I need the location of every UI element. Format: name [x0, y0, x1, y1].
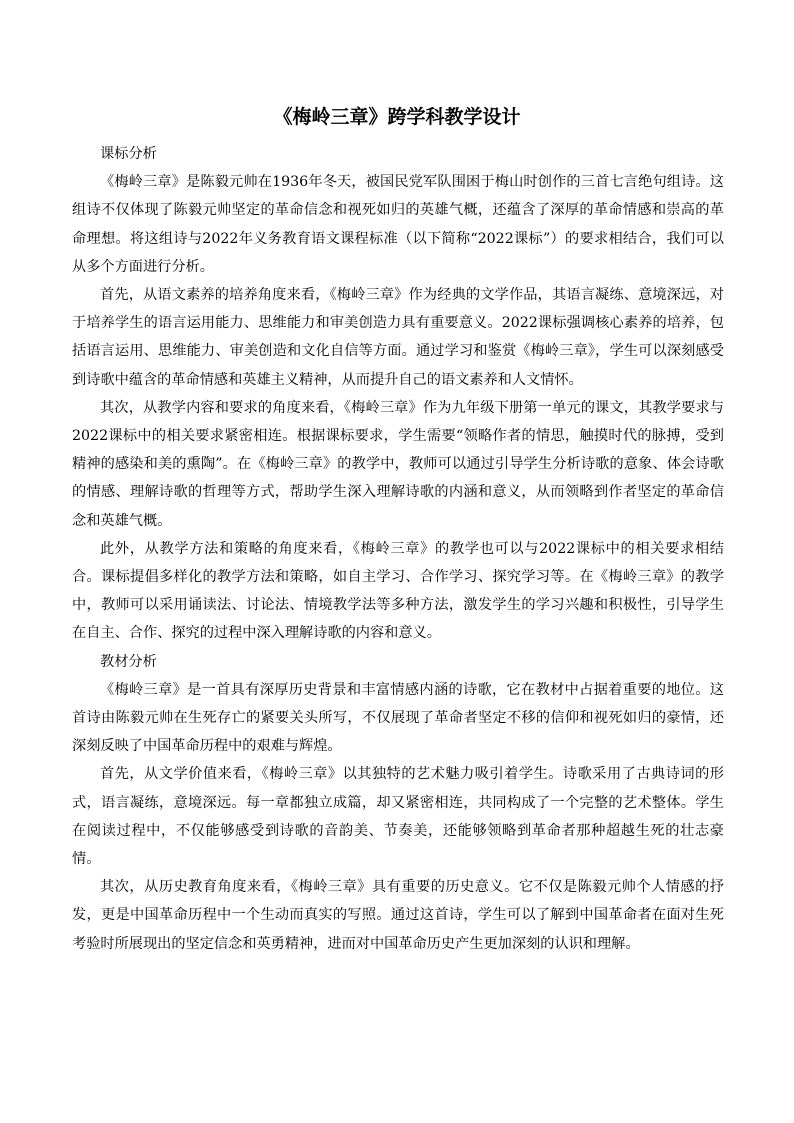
paragraph: 此外，从教学方法和策略的角度来看，《梅岭三章》的教学也可以与2022课标中的相关要求相结合。课标提倡多样化的教学方法和策略，如自主学习、合作学习、探究学习等。在《梅岭三章》的教学中，教师可以采用诵读法、讨论法、情境教学法等多种方法，激发学生的学习兴趣和积极性，引导学生在自主、合作、探究的过程中深入理解诗歌的内容和意义。 — [72, 540, 724, 642]
document-title: 《梅岭三章》跨学科教学设计 — [273, 106, 521, 128]
paragraph: 《梅岭三章》是一首具有深厚历史背景和丰富情感内涵的诗歌，它在教材中占据着重要的地位。这首诗由陈毅元帅在生死存亡的紧要关头所写，不仅展现了革命者坚定不移的信仰和视死如归的豪情，还深刻反映了中国革命历程中的艰难与辉煌。 — [72, 681, 724, 755]
paragraph: 首先，从语文素养的培养角度来看，《梅岭三章》作为经典的文学作品，其语言凝练、意境深远，对于培养学生的语言运用能力、思维能力和审美创造力具有重要意义。2022课标强调核心素养的培养，包括语言运用、思维能力、审美创造和文化自信等方面。通过学习和鉴赏《梅岭三章》，学生可以深刻感受到诗歌中蕴含的革命情感和英雄主义精神，从而提升自己的语文素养和人文情怀。 — [72, 287, 724, 388]
paragraph: 首先，从文学价值来看，《梅岭三章》以其独特的艺术魅力吸引着学生。诗歌采用了古典诗词的形式，语言凝练，意境深远。每一章都独立成篇，却又紧密相连，共同构成了一个完整的艺术整体。学生在阅读过程中，不仅能够感受到诗歌的音韵美、节奏美，还能够领略到革命者那种超越生死的壮志豪情。 — [72, 766, 724, 868]
section-textbook-analysis — [72, 648, 724, 958]
section-curriculum-analysis — [72, 140, 724, 648]
section-heading: 教材分析 — [100, 653, 157, 670]
paragraph: 其次，从教学内容和要求的角度来看，《梅岭三章》作为九年级下册第一单元的课文，其教学要求与2022课标中的相关要求紧密相连。根据课标要求，学生需要“领略作者的情思，触摸时代的脉搏，受到精神的感染和美的熏陶”。在《梅岭三章》的教学中，教师可以通过引导学生分析诗歌的意象、体会诗歌的情感、理解诗歌的哲理等方式，帮助学生深入理解诗歌的内涵和意义，从而领略到作者坚定的革命信念和英雄气概。 — [72, 399, 724, 529]
paragraph: 《梅岭三章》是陈毅元帅在1936年冬天，被国民党军队围困于梅山时创作的三首七言绝句组诗。这组诗不仅体现了陈毅元帅坚定的革命信念和视死如归的英雄气概，还蕴含了深厚的革命情感和崇高的革命理想。将这组诗与2022年义务教育语文课程标准（以下简称“2022课标”）的要求相结合，我们可以从多个方面进行分析。 — [72, 174, 724, 275]
paragraph: 其次，从历史教育角度来看，《梅岭三章》具有重要的历史意义。它不仅是陈毅元帅个人情感的抒发，更是中国革命历程中一个生动而真实的写照。通过这首诗，学生可以了解到中国革命者在面对生死考验时所展现出的坚定信念和英勇精神，进而对中国革命历史产生更加深刻的认识和理解。 — [72, 879, 724, 952]
document-body — [72, 140, 724, 958]
section-heading: 课标分析 — [100, 146, 157, 162]
